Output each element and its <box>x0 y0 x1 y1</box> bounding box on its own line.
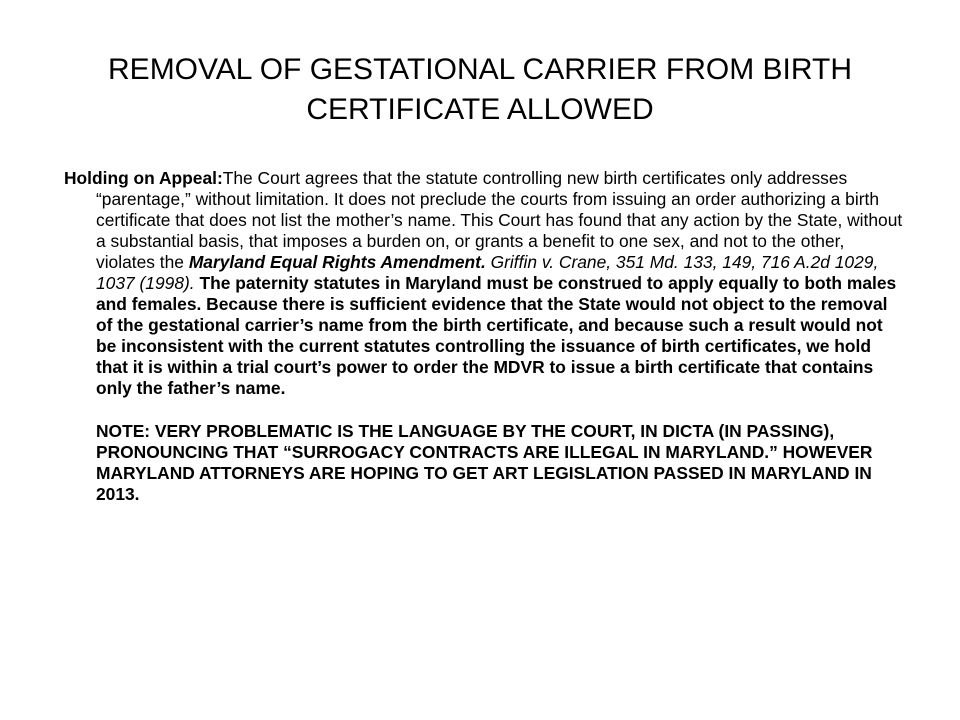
equal-rights-amendment: Maryland Equal Rights Amendment. <box>188 252 486 272</box>
slide-body <box>64 168 904 505</box>
holding-conclusion: The paternity statutes in Maryland must be construed to apply equally to both males and females. Because there is sufficient evidence that the State would not object to the removal of the gestational carrier’s name from the birth certificate, and because such a result would not be inconsistent with the current statutes controlling the issuance of birth certificates, we hold that it is within a trial court’s power to order the MDVR to issue a birth certificate that contains only the father’s name. <box>96 273 897 398</box>
slide-title: REMOVAL OF GESTATIONAL CARRIER FROM BIRTH CERTIFICATE ALLOWED <box>108 53 852 126</box>
case-citation: Griffin v. Crane, 351 Md. 133, 149, 716 A.2d 1029, 1037 (1998). <box>96 252 879 293</box>
holding-paragraph <box>64 168 904 399</box>
note-paragraph: NOTE: VERY PROBLEMATIC IS THE LANGUAGE BY THE COURT, IN DICTA (IN PASSING), PRONOUNCING THAT “SURROGACY CONTRACTS ARE ILLEGAL IN MARYLAND.” HOWEVER MARYLAND ATTORNEYS ARE HOPING TO GET ART LEGISLATION PASSED IN MARYLAND IN 2013. <box>96 421 873 504</box>
holding-label: Holding on Appeal: <box>64 168 223 188</box>
holding-text: The Court agrees that the statute controlling new birth certificates only addresses “parentage,” without limitation. It does not preclude the courts from issuing an order authorizing a birth certificate that does not list the mother’s name. This Court has found that any action by the State, without a substantial basis, that imposes a burden on, or grants a benefit to one sex, and not to the other, violates the <box>96 168 903 272</box>
